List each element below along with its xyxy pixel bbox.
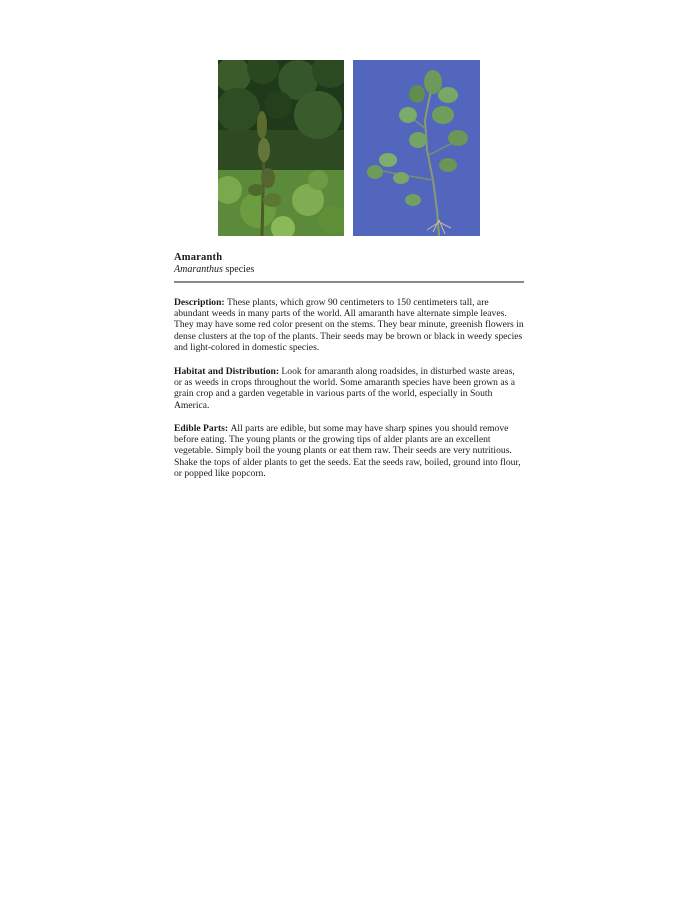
amaranth-specimen-photo xyxy=(353,60,480,236)
description-text: These plants, which grow 90 centimeters to 150 centimeters tall, are abundant weeds in many parts of the world. All amaranth have alternate simple leaves. They may have some red color present on the stems. They bear minute, greenish flowers in dense clusters at the top of the plants. Their seeds may be brown or black in weedy species and light-colored in domestic species. xyxy=(174,297,524,353)
description-label: Description: xyxy=(174,297,228,308)
habitat-section xyxy=(174,366,524,411)
description-section xyxy=(174,297,524,353)
edible-parts-label: Edible Parts: xyxy=(174,423,231,434)
plant-name: Amaranth xyxy=(174,252,223,263)
plant-species-suffix: species xyxy=(222,264,255,275)
edible-parts-text: All parts are edible, but some may have sharp spines you should remove before eating. The young plants or the growing tips of alder plants are an excellent vegetable. Simply boil the young plants or eat them raw. Their seeds are very nutritious. Shake the tops of alder plants to get the seeds. Eat the seeds raw, boiled, ground into flour, or popped like popcorn. xyxy=(174,423,521,479)
heading-divider xyxy=(174,281,524,283)
habitat-label: Habitat and Distribution: xyxy=(174,366,282,377)
plant-scientific-name xyxy=(174,264,524,276)
plant-heading xyxy=(174,252,524,276)
plant-genus: Amaranthus xyxy=(174,264,223,275)
amaranth-field-photo xyxy=(218,60,344,236)
habitat-text: Look for amaranth along roadsides, in disturbed waste areas, or as weeds in crops throughout the world. Some amaranth species have been grown as a grain crop and a garden vegetable in various parts of the world, especially in South America. xyxy=(174,366,516,411)
edible-parts-section xyxy=(174,423,524,479)
